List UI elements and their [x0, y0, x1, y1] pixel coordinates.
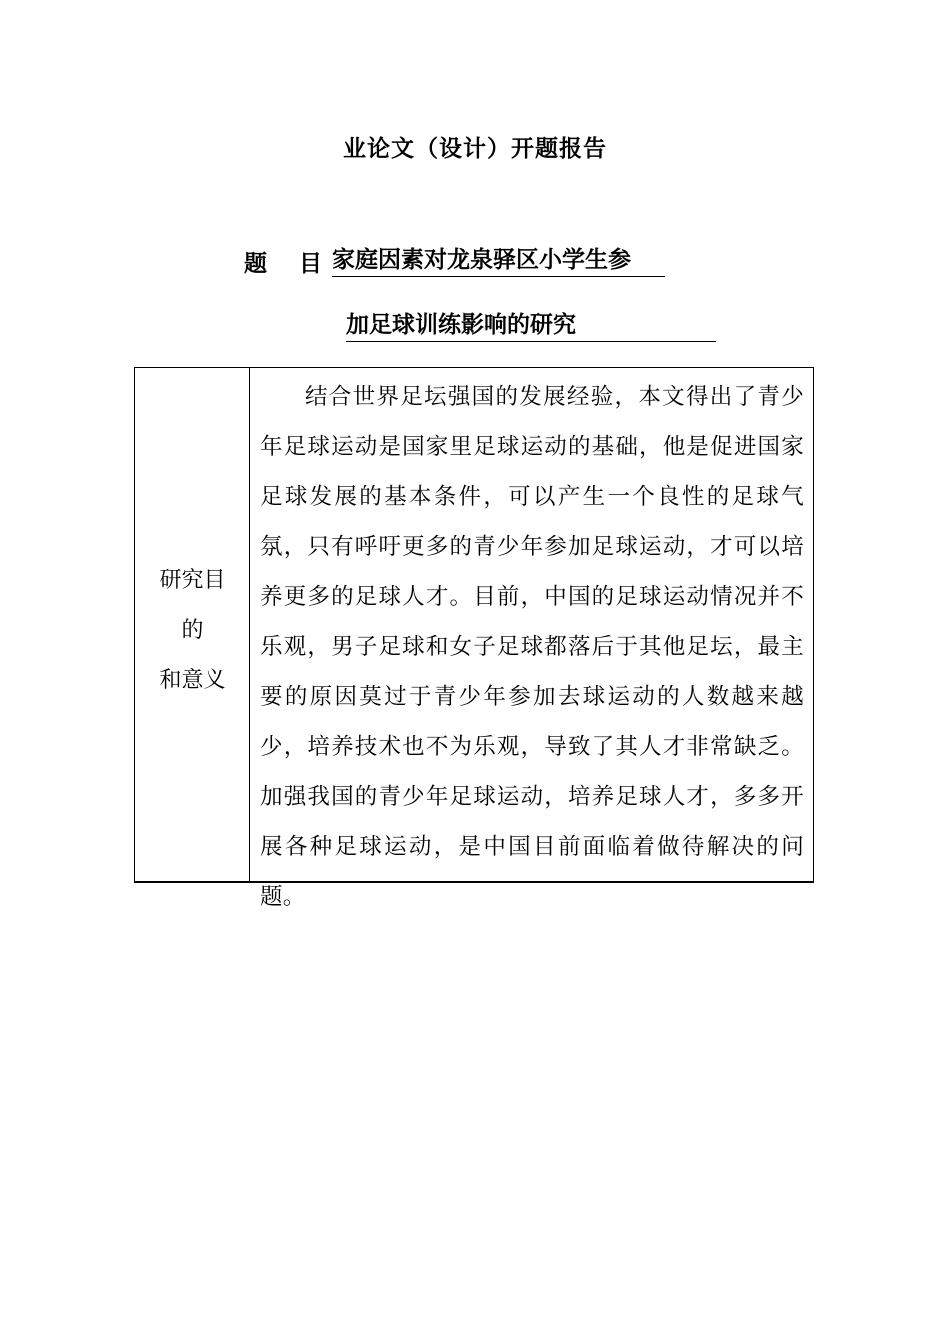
row-label	[135, 556, 250, 706]
row-label-cell	[135, 368, 250, 881]
row-label-line: 的	[181, 618, 204, 643]
document-title: 业论文（设计）开题报告	[343, 136, 607, 162]
topic-title-line-1: 家庭因素对龙泉驿区小学生参	[332, 245, 665, 277]
row-label-line: 研究目	[159, 568, 226, 593]
row-label-line: 和意义	[159, 668, 226, 693]
research-purpose-paragraph: 结合世界足坛强国的发展经验，本文得出了青少年足球运动是国家里足球运动的基础，他是促进国家足球发展的基本条件，可以产生一个良性的足球气氛，只有呼吁更多的青少年参加足球运动，才可以培养更多的足球人才。目前，中国的足球运动情况并不乐观，男子足球和女子足球都落后于其他足坛，最主要的原因莫过于青少年参加去球运动的人数越来越少，培养技术也不为乐观，导致了其人才非常缺乏。加强我国的青少年足球运动，培养足球人才，多多开展各种足球运动，是中国目前面临着做待解决的问题。	[260, 384, 804, 910]
report-table	[134, 367, 814, 910]
topic-title-line-2: 加足球训练影响的研究	[346, 310, 716, 342]
topic-label: 题 目	[244, 251, 323, 277]
row-content-cell	[252, 368, 812, 910]
